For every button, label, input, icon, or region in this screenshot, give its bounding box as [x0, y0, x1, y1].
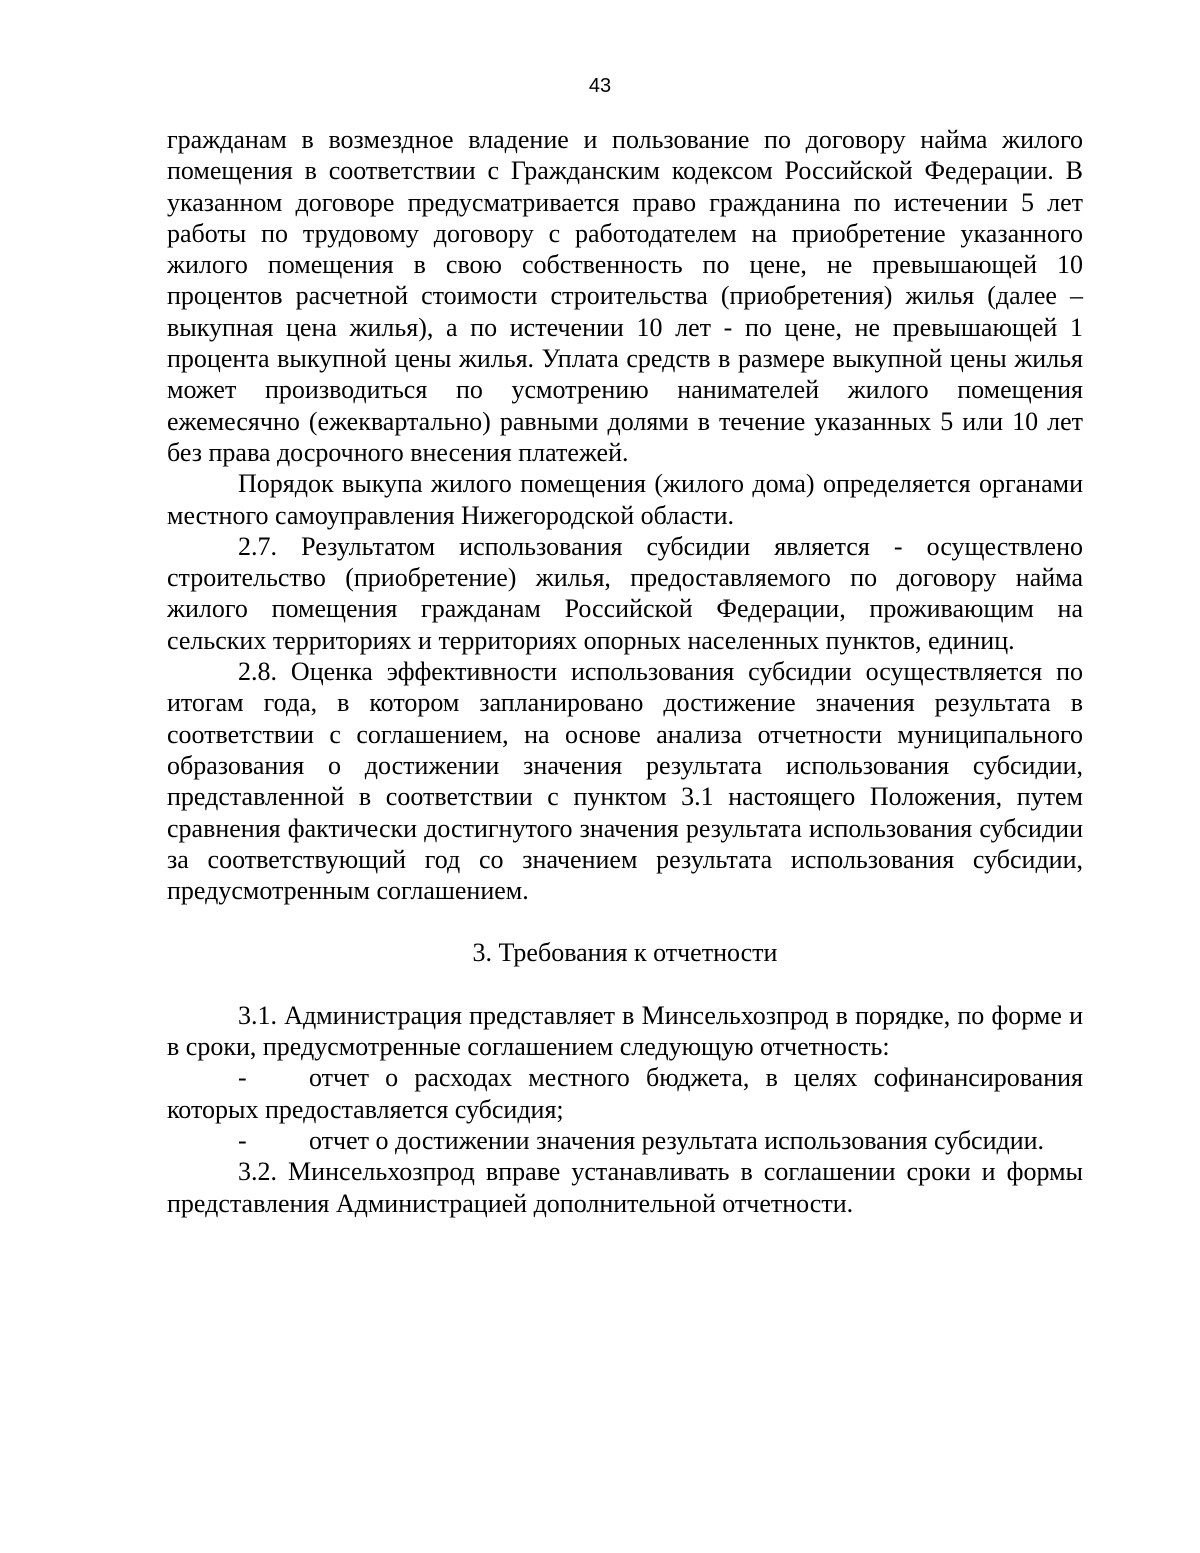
paragraph-contract-terms: гражданам в возмездное владение и пользование по договору найма жилого помещения в соответствии с Гражданским кодексом Российской Федерации. В указанном договоре предусматривается право гражданина по истечении 5 лет работы по трудовому договору с работодателем на приобретение указанного жилого помещения в свою собственность по цене, не превышающей 10 процентов расчетной стоимости строительства (приобретения) жилья (далее – выкупная цена жилья), а по истечении 10 лет - по цене, не превышающей 1 процента выкупной цены жилья. Уплата средств в размере выкупной цены жилья может производиться по усмотрению нанимателей жилого помещения ежемесячно (ежеквартально) равными долями в течение указанных 5 или 10 лет без права досрочного внесения платежей. — [167, 125, 1083, 467]
list-item — [167, 1062, 1083, 1125]
list-item-text: отчет о расходах местного бюджета, в целях софинансирования которых предоставляется субсидия; — [167, 1063, 1083, 1124]
section-heading: 3. Требования к отчетности — [472, 938, 778, 968]
list-item — [167, 1125, 1083, 1156]
spacer — [167, 906, 1083, 937]
list-item-text: отчет о достижении значения результата использования субсидии. — [309, 1125, 1045, 1155]
dash-bullet: - — [238, 1063, 247, 1093]
page-number: 43 — [588, 75, 612, 97]
paragraph-buyout-procedure: Порядок выкупа жилого помещения (жилого дома) определяется органами местного самоуправления Нижегородской области. — [167, 469, 1083, 530]
dash-bullet: - — [238, 1125, 247, 1155]
paragraph-2-7: 2.7. Результатом использования субсидии является - осуществлено строительство (приобретение) жилья, предоставляемого по договору найма жилого помещения гражданам Российской Федерации, проживающим на сельских территориях и территориях опорных населенных пунктов, единиц. — [167, 531, 1083, 655]
paragraph-3-1: 3.1. Администрация представляет в Минсельхозпрод в порядке, по форме и в сроки, предусмотренные соглашением следующую отчетность: — [167, 1000, 1083, 1062]
paragraph-2-8: 2.8. Оценка эффективности использования субсидии осуществляется по итогам года, в котором запланировано достижение значения результата в соответствии с соглашением, на основе анализа отчетности муниципального образования о достижении значения результата использования субсидии, представленной в соответствии с пунктом 3.1 настоящего Положения, путем сравнения фактически достигнутого значения результата использования субсидии за соответствующий год со значением результата использования субсидии, предусмотренным соглашением. — [167, 657, 1083, 906]
paragraph-3-2: 3.2. Минсельхозпрод вправе устанавливать в соглашении сроки и формы представления Администрацией дополнительной отчетности. — [167, 1157, 1083, 1218]
spacer — [167, 969, 1083, 1000]
document-body — [167, 124, 1083, 1219]
